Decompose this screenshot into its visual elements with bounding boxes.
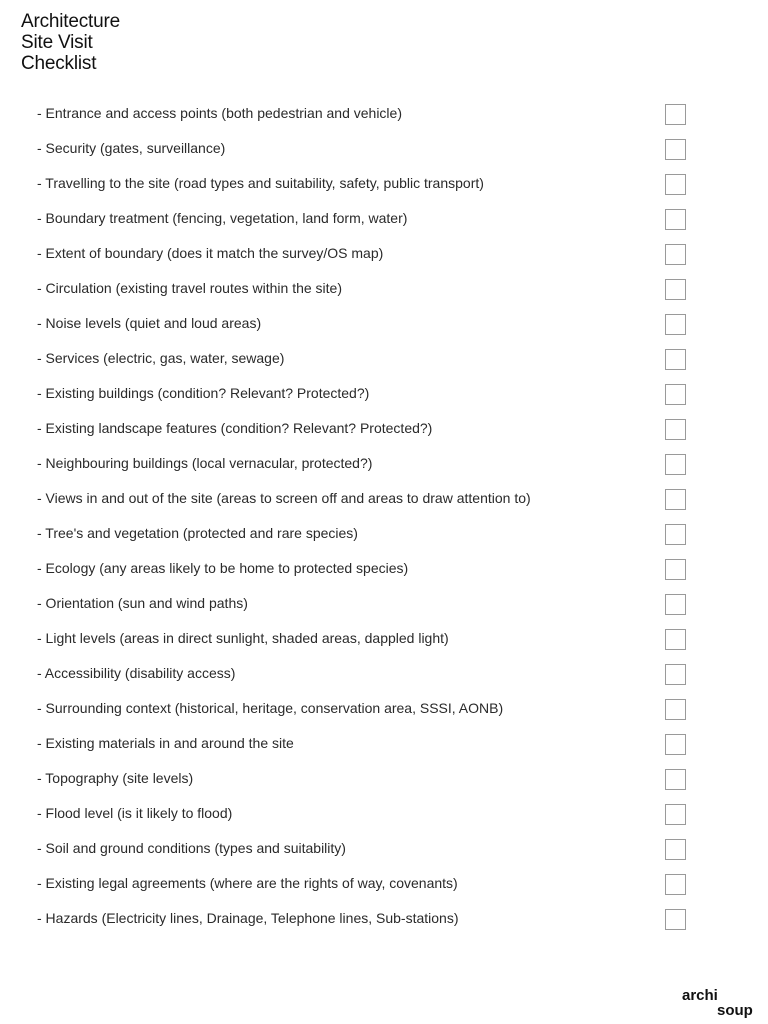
checklist-item-label: - Accessibility (disability access) [37, 665, 236, 681]
checklist-item-checkbox[interactable] [665, 874, 686, 895]
checklist-item [0, 131, 768, 166]
logo-text-soup: soup [717, 1002, 753, 1019]
checklist-item-checkbox[interactable] [665, 839, 686, 860]
checklist-item [0, 376, 768, 411]
checklist-item-checkbox[interactable] [665, 629, 686, 650]
checklist-item [0, 96, 768, 131]
checklist-item-label: - Entrance and access points (both pedestrian and vehicle) [37, 105, 402, 121]
checklist-item [0, 166, 768, 201]
checklist-item [0, 831, 768, 866]
checklist-item-checkbox[interactable] [665, 594, 686, 615]
checklist-item-checkbox[interactable] [665, 909, 686, 930]
logo-text-archi: archi [682, 987, 718, 1004]
checklist-item [0, 901, 768, 936]
checklist-item-checkbox[interactable] [665, 454, 686, 475]
checklist-item-checkbox[interactable] [665, 139, 686, 160]
checklist-item-checkbox[interactable] [665, 489, 686, 510]
checklist-item-checkbox[interactable] [665, 209, 686, 230]
checklist-item-checkbox[interactable] [665, 699, 686, 720]
checklist-item-checkbox[interactable] [665, 104, 686, 125]
checklist-item [0, 586, 768, 621]
checklist-item-label: - Existing materials in and around the site [37, 735, 294, 751]
page-title [21, 11, 120, 74]
checklist-item [0, 656, 768, 691]
checklist-item-label: - Neighbouring buildings (local vernacular, protected?) [37, 455, 373, 471]
checklist-item [0, 446, 768, 481]
checklist-item [0, 761, 768, 796]
checklist-item-checkbox[interactable] [665, 349, 686, 370]
title-line: Architecture [21, 11, 120, 32]
checklist-item [0, 551, 768, 586]
checklist-item-checkbox[interactable] [665, 804, 686, 825]
checklist-item-checkbox[interactable] [665, 734, 686, 755]
checklist-item [0, 306, 768, 341]
checklist-item [0, 866, 768, 901]
checklist-item-label: - Soil and ground conditions (types and suitability) [37, 840, 346, 856]
checklist-item-checkbox[interactable] [665, 559, 686, 580]
checklist-item-checkbox[interactable] [665, 314, 686, 335]
checklist-item-label: - Topography (site levels) [37, 770, 194, 786]
checklist-item [0, 271, 768, 306]
checklist-item-label: - Tree's and vegetation (protected and rare species) [37, 525, 358, 541]
checklist-item-label: - Ecology (any areas likely to be home to protected species) [37, 560, 409, 576]
archisoup-logo [682, 988, 762, 1020]
checklist-item [0, 691, 768, 726]
checklist-item-label: - Services (electric, gas, water, sewage) [37, 350, 285, 366]
checklist-item-label: - Existing landscape features (condition? Relevant? Protected?) [37, 420, 433, 436]
checklist-item-label: - Existing buildings (condition? Relevant? Protected?) [37, 385, 370, 401]
checklist-item [0, 341, 768, 376]
title-line: Checklist [21, 53, 97, 74]
checklist-item-label: - Circulation (existing travel routes within the site) [37, 280, 343, 296]
checklist-item-label: - Noise levels (quiet and loud areas) [37, 315, 262, 331]
checklist-item-checkbox[interactable] [665, 244, 686, 265]
checklist-item-label: - Boundary treatment (fencing, vegetation, land form, water) [37, 210, 408, 226]
checklist-item [0, 411, 768, 446]
checklist-item [0, 236, 768, 271]
checklist-item-label: - Views in and out of the site (areas to screen off and areas to draw attention to) [37, 490, 531, 506]
checklist-item [0, 621, 768, 656]
checklist-item-label: - Flood level (is it likely to flood) [37, 805, 233, 821]
checklist-item [0, 726, 768, 761]
checklist-item-label: - Travelling to the site (road types and suitability, safety, public transport) [37, 175, 484, 191]
checklist-item-checkbox[interactable] [665, 769, 686, 790]
site-visit-checklist [0, 96, 768, 936]
checklist-item [0, 481, 768, 516]
checklist-item-label: - Extent of boundary (does it match the survey/OS map) [37, 245, 384, 261]
checklist-item-checkbox[interactable] [665, 174, 686, 195]
checklist-item-label: - Orientation (sun and wind paths) [37, 595, 248, 611]
checklist-item-checkbox[interactable] [665, 384, 686, 405]
checklist-item-checkbox[interactable] [665, 279, 686, 300]
checklist-item-checkbox[interactable] [665, 419, 686, 440]
checklist-item-label: - Security (gates, surveillance) [37, 140, 226, 156]
checklist-item-label: - Hazards (Electricity lines, Drainage, Telephone lines, Sub-stations) [37, 910, 459, 926]
checklist-item-label: - Existing legal agreements (where are the rights of way, covenants) [37, 875, 458, 891]
title-line: Site Visit [21, 32, 93, 53]
checklist-item [0, 201, 768, 236]
checklist-item-label: - Surrounding context (historical, heritage, conservation area, SSSI, AONB) [37, 700, 504, 716]
checklist-item-checkbox[interactable] [665, 524, 686, 545]
checklist-item [0, 796, 768, 831]
checklist-item-checkbox[interactable] [665, 664, 686, 685]
checklist-item [0, 516, 768, 551]
checklist-item-label: - Light levels (areas in direct sunlight, shaded areas, dappled light) [37, 630, 449, 646]
